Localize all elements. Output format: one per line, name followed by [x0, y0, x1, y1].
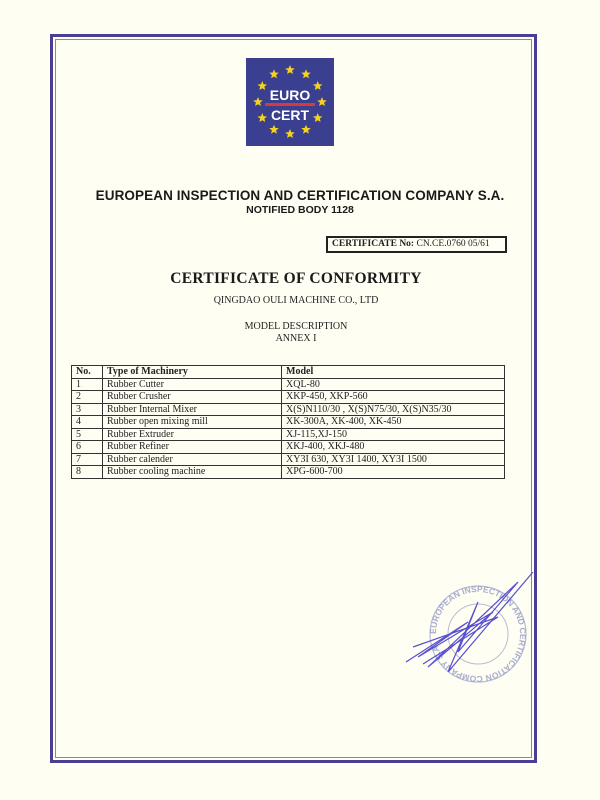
table-row: [72, 403, 505, 416]
cell-type: Rubber Cutter: [103, 378, 282, 391]
star-icon: [313, 113, 323, 122]
cell-model: XY3I 630, XY3I 1400, XY3I 1500: [282, 453, 505, 466]
notified-body: NOTIFIED BODY 1128: [246, 204, 354, 216]
certificate-number-value: CN.CE.0760 05/61: [416, 239, 490, 249]
cell-model: X(S)N110/30 , X(S)N75/30, X(S)N35/30: [282, 403, 505, 416]
certificate-number-label: CERTIFICATE No:: [332, 239, 415, 249]
star-icon: [258, 113, 268, 122]
table-row: [72, 391, 505, 404]
cell-type: Rubber Crusher: [103, 391, 282, 404]
cell-model: XK-300A, XK-400, XK-450: [282, 416, 505, 429]
certificate-holder: QINGDAO OULI MACHINE CO., LTD: [213, 295, 379, 306]
table-row: [72, 441, 505, 454]
cell-no: 7: [72, 453, 103, 466]
eurocert-logo: [246, 58, 334, 146]
logo-text-euro: EURO: [269, 87, 311, 103]
header-type: Type of Machinery: [103, 366, 282, 379]
cell-model: XKP-450, XKP-560: [282, 391, 505, 404]
logo-red-bar: [265, 103, 315, 106]
cell-no: 3: [72, 403, 103, 416]
cell-no: 5: [72, 428, 103, 441]
logo-text-cert: CERT: [270, 107, 310, 123]
table-row: [72, 416, 505, 429]
cell-type: Rubber Refiner: [103, 441, 282, 454]
table-row: [72, 453, 505, 466]
star-icon: [301, 125, 311, 134]
cell-type: Rubber open mixing mill: [103, 416, 282, 429]
document-title: CERTIFICATE OF CONFORMITY: [170, 270, 422, 287]
certificate-number-box: [326, 236, 507, 253]
star-icon: [313, 81, 323, 90]
section-line-2: ANNEX I: [275, 333, 317, 344]
stamp-text: EUROPEAN INSPECTION AND CERTIFICATION COMPANY S.A.: [427, 583, 529, 685]
cell-type: Rubber calender: [103, 453, 282, 466]
star-icon: [301, 69, 311, 78]
official-stamp-signature: [398, 572, 538, 692]
cell-model: XKJ-400, XKJ-480: [282, 441, 505, 454]
star-icon: [258, 81, 268, 90]
star-icon: [285, 129, 295, 138]
cell-no: 6: [72, 441, 103, 454]
table-row: [72, 466, 505, 479]
star-icon: [285, 65, 295, 74]
header-model: Model: [282, 366, 505, 379]
cell-type: Rubber Internal Mixer: [103, 403, 282, 416]
section-line-1: MODEL DESCRIPTION: [244, 321, 348, 332]
table-header-row: [72, 366, 505, 379]
cell-type: Rubber Extruder: [103, 428, 282, 441]
table-row: [72, 428, 505, 441]
cell-no: 4: [72, 416, 103, 429]
cell-model: XPG-600-700: [282, 466, 505, 479]
cell-no: 2: [72, 391, 103, 404]
table-row: [72, 378, 505, 391]
star-icon: [269, 69, 279, 78]
header-no: No.: [72, 366, 103, 379]
cell-no: 1: [72, 378, 103, 391]
eurocert-logo-graphic: [246, 58, 334, 146]
star-icon: [253, 97, 263, 106]
cell-model: XJ-115,XJ-150: [282, 428, 505, 441]
issuer-company: EUROPEAN INSPECTION AND CERTIFICATION COMPANY S.A.: [95, 188, 505, 203]
cell-model: XQL-80: [282, 378, 505, 391]
section-heading: [0, 321, 592, 345]
cell-no: 8: [72, 466, 103, 479]
star-icon: [269, 125, 279, 134]
machinery-table: [71, 365, 505, 479]
star-icon: [317, 97, 327, 106]
cell-type: Rubber cooling machine: [103, 466, 282, 479]
